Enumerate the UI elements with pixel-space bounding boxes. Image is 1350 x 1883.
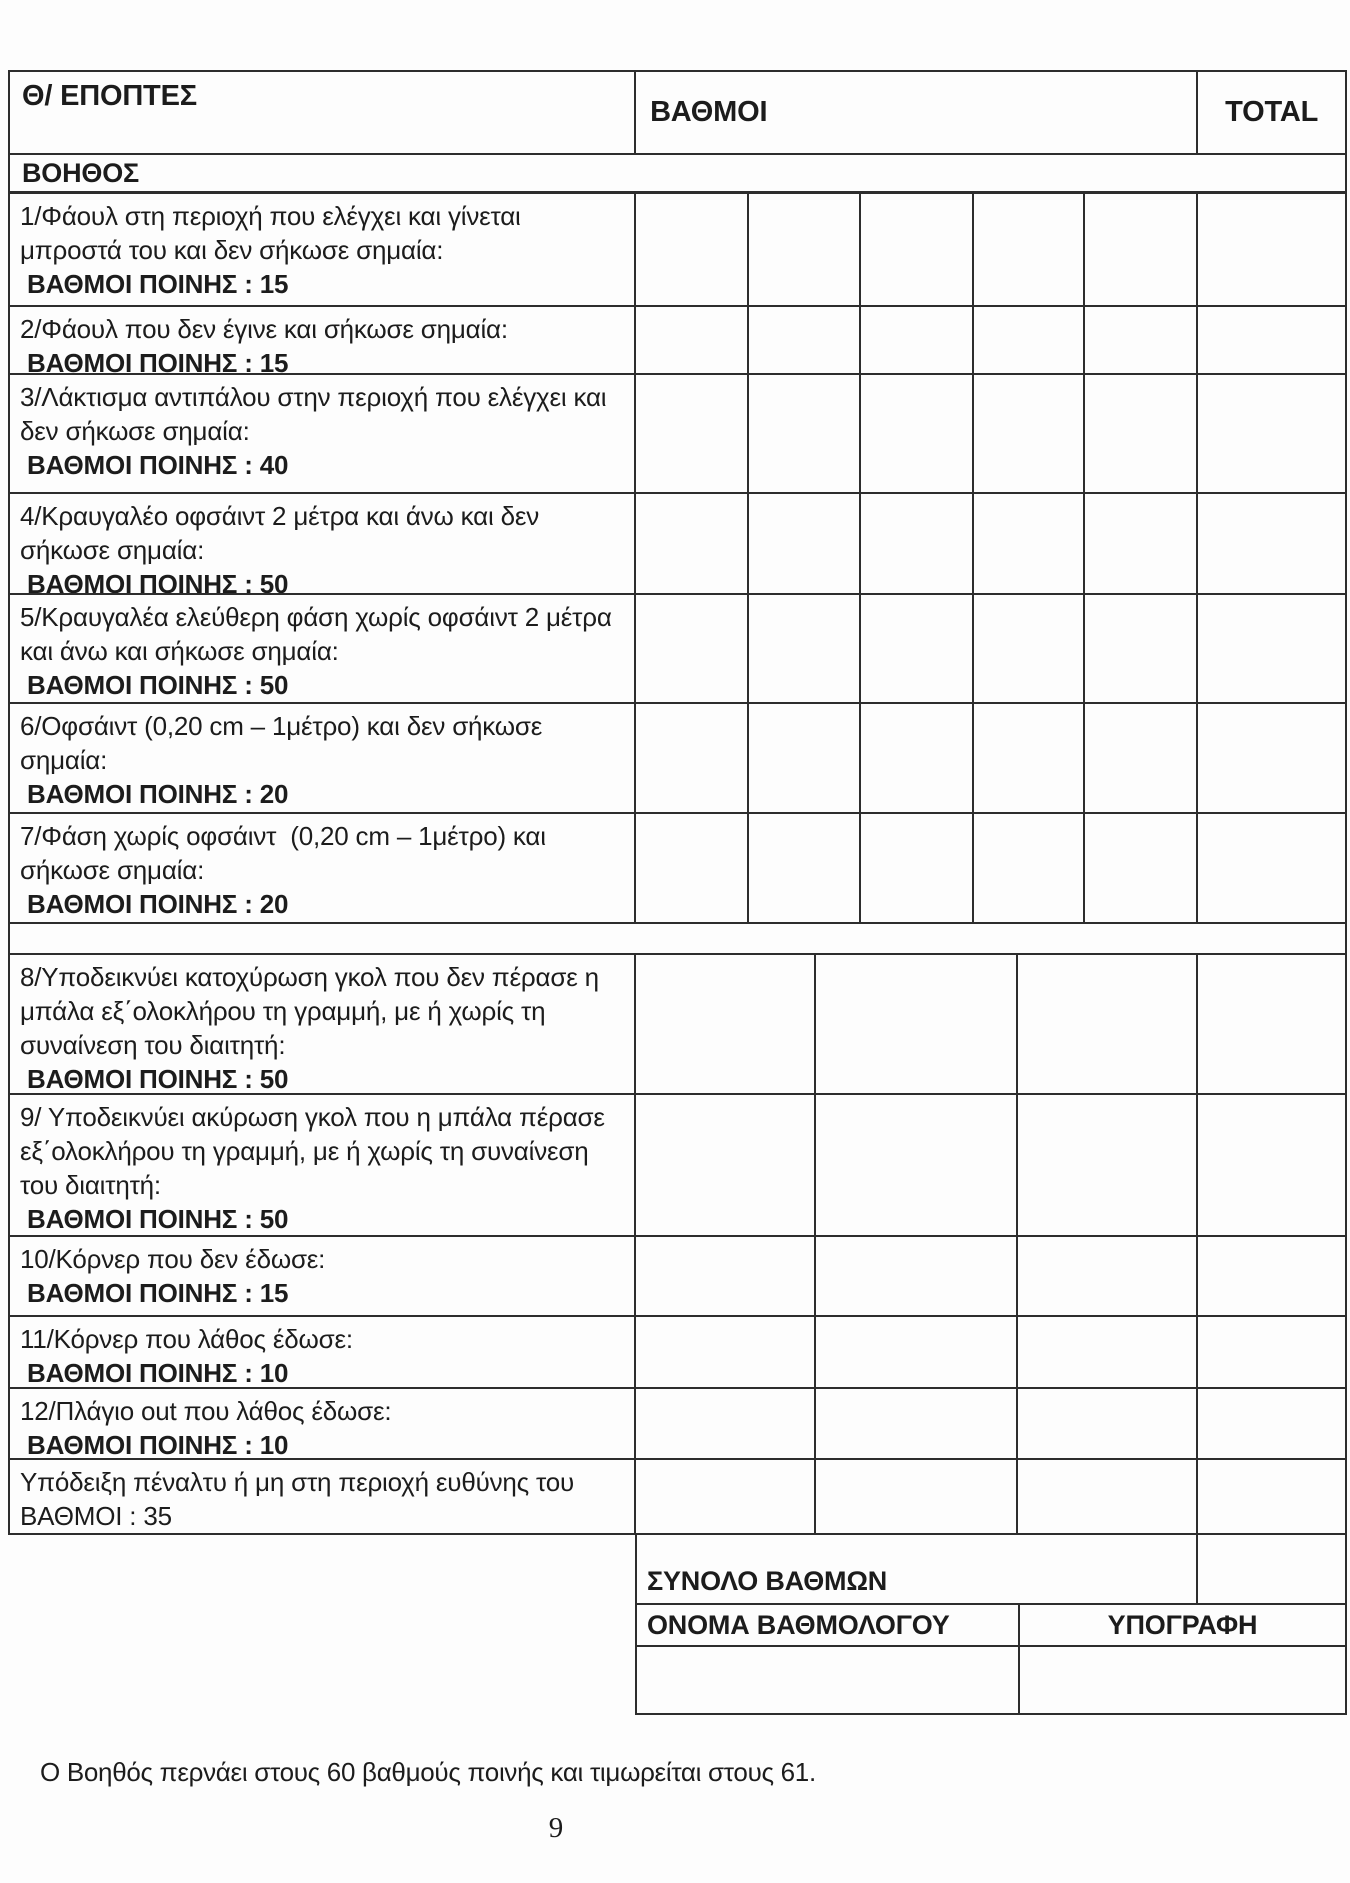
criterion-line: 9/ Υποδεικνύει ακύρωση γκολ που η μπάλα πέρασε: [20, 1102, 605, 1132]
total-cell[interactable]: [1198, 494, 1347, 595]
total-cell[interactable]: [1198, 1095, 1347, 1237]
penalty-points-label: ΒΑΘΜΟΙ ΠΟΙΝΗΣ : 15: [20, 269, 289, 299]
signature-label: ΥΠΟΓΡΑΦΗ: [1020, 1605, 1347, 1647]
penalty-points-label: ΒΑΘΜΟΙ ΠΟΙΝΗΣ : 10: [20, 1430, 289, 1460]
spacer-cell: [10, 924, 1347, 955]
score-cell[interactable]: [749, 194, 861, 307]
criterion-row: [8, 307, 1347, 375]
score-cell[interactable]: [636, 1095, 816, 1237]
criterion-text-cell: [10, 955, 636, 1095]
score-cell[interactable]: [1085, 494, 1198, 595]
penalty-points-label: ΒΑΘΜΟΙ ΠΟΙΝΗΣ : 50: [20, 569, 289, 595]
score-cell[interactable]: [636, 595, 749, 704]
scorer-name-label: ΟΝΟΜΑ ΒΑΘΜΟΛΟΓΟΥ: [637, 1605, 1020, 1647]
header-total-label: TOTAL: [1198, 72, 1347, 155]
score-cell[interactable]: [636, 1460, 816, 1535]
assistant-referee-score-table: [8, 70, 1347, 1715]
score-cell[interactable]: [636, 307, 749, 375]
score-cell[interactable]: [1085, 194, 1198, 307]
criterion-line: μπροστά του και δεν σήκωσε σημαία:: [20, 235, 444, 265]
penalty-points-label: ΒΑΘΜΟΙ ΠΟΙΝΗΣ : 10: [20, 1358, 289, 1388]
criterion-text-cell: [10, 1460, 636, 1535]
criterion-line: και άνω και σήκωσε σημαία:: [20, 636, 339, 666]
score-cell[interactable]: [636, 494, 749, 595]
criterion-text-cell: [10, 494, 636, 595]
score-cell[interactable]: [749, 307, 861, 375]
penalty-points-label: ΒΑΘΜΟΙ ΠΟΙΝΗΣ : 20: [20, 779, 289, 809]
penalty-points-label: ΒΑΘΜΟΙ ΠΟΙΝΗΣ : 50: [20, 670, 289, 700]
penalty-points-label: ΒΑΘΜΟΙ ΠΟΙΝΗΣ : 50: [20, 1204, 289, 1234]
penalty-points-label: ΒΑΘΜΟΙ ΠΟΙΝΗΣ : 20: [20, 889, 289, 919]
total-points-row: [635, 1535, 1347, 1605]
score-cell[interactable]: [861, 814, 974, 924]
score-cell[interactable]: [636, 814, 749, 924]
score-cell[interactable]: [636, 375, 749, 494]
total-cell[interactable]: [1198, 955, 1347, 1095]
criterion-line: 12/Πλάγιο out που λάθος έδωσε:: [20, 1396, 392, 1426]
criterion-line: συναίνεση του διαιτητή:: [20, 1030, 286, 1060]
total-cell[interactable]: [1198, 595, 1347, 704]
criterion-row: [8, 1317, 1347, 1389]
criterion-row: [8, 704, 1347, 814]
criterion-line: Υπόδειξη πέναλτυ ή μη στη περιοχή ευθύνης του: [20, 1467, 574, 1497]
penalty-points-label: ΒΑΘΜΟΙ ΠΟΙΝΗΣ : 15: [20, 1278, 289, 1308]
criterion-line: του διαιτητή:: [20, 1170, 161, 1200]
criterion-row: [8, 1389, 1347, 1460]
footnote: Ο Βοηθός περνάει στους 60 βαθμούς ποινής και τιμωρείται στους 61.: [40, 1757, 816, 1787]
penalty-points-label: ΒΑΘΜΟΙ ΠΟΙΝΗΣ : 15: [20, 348, 289, 375]
penalty-points-label: ΒΑΘΜΟΙ : 35: [20, 1501, 172, 1531]
score-cell[interactable]: [816, 955, 1018, 1095]
score-cell[interactable]: [636, 1237, 816, 1317]
criterion-text-cell: [10, 595, 636, 704]
criterion-row: [8, 955, 1347, 1095]
criterion-text-cell: [10, 307, 636, 375]
criterion-row: [8, 375, 1347, 494]
criterion-line: 4/Κραυγαλέο οφσάιντ 2 μέτρα και άνω και δεν: [20, 501, 540, 531]
header-points-label: ΒΑΘΜΟΙ: [636, 72, 1198, 155]
score-cell[interactable]: [1018, 1460, 1199, 1535]
spacer-row: [8, 924, 1347, 955]
total-points-value-cell[interactable]: [1198, 1535, 1347, 1605]
score-cell[interactable]: [1018, 955, 1199, 1095]
scorer-entry-row: [635, 1647, 1347, 1715]
total-cell[interactable]: [1198, 1317, 1347, 1389]
scorer-name-entry-cell[interactable]: [637, 1647, 1020, 1715]
score-cell[interactable]: [974, 375, 1086, 494]
score-cell[interactable]: [1085, 375, 1198, 494]
criterion-line: 11/Κόρνερ που λάθος έδωσε:: [20, 1324, 353, 1354]
score-cell[interactable]: [749, 375, 861, 494]
penalty-points-label: ΒΑΘΜΟΙ ΠΟΙΝΗΣ : 50: [20, 1064, 289, 1094]
criterion-line: 6/Οφσάιντ (0,20 cm – 1μέτρο) και δεν σήκωσε: [20, 711, 543, 741]
section-label: ΒΟΗΘΟΣ: [10, 155, 1347, 194]
criterion-row: [8, 1095, 1347, 1237]
score-cell[interactable]: [636, 955, 816, 1095]
criterion-line: 8/Υποδεικνύει κατοχύρωση γκολ που δεν πέρασε η: [20, 962, 599, 992]
header-title: Θ/ ΕΠΟΠΤΕΣ: [10, 72, 636, 155]
score-cell[interactable]: [861, 375, 974, 494]
score-cell[interactable]: [816, 1317, 1018, 1389]
score-cell[interactable]: [861, 307, 974, 375]
score-cell[interactable]: [1018, 1095, 1199, 1237]
score-cell[interactable]: [974, 194, 1086, 307]
score-cell[interactable]: [974, 595, 1086, 704]
total-cell[interactable]: [1198, 704, 1347, 814]
score-cell[interactable]: [861, 704, 974, 814]
scorer-header-row: [635, 1605, 1347, 1647]
score-cell[interactable]: [749, 595, 861, 704]
criterion-text-cell: [10, 1317, 636, 1389]
criterion-row: [8, 814, 1347, 924]
criterion-line: εξ΄ολοκλήρου τη γραμμή, με ή χωρίς τη συναίνεση: [20, 1136, 589, 1166]
criterion-line: σήκωσε σημαία:: [20, 855, 205, 885]
total-points-label: ΣΥΝΟΛΟ ΒΑΘΜΩΝ: [637, 1535, 1198, 1605]
score-cell[interactable]: [636, 1389, 816, 1460]
criterion-line: 5/Κραυγαλέα ελεύθερη φάση χωρίς οφσάιντ 2 μέτρα: [20, 602, 612, 632]
total-cell[interactable]: [1198, 375, 1347, 494]
criterion-row: [8, 494, 1347, 595]
total-cell[interactable]: [1198, 1237, 1347, 1317]
penalty-points-label: ΒΑΘΜΟΙ ΠΟΙΝΗΣ : 40: [20, 450, 289, 480]
score-cell[interactable]: [1018, 1317, 1199, 1389]
score-cell[interactable]: [816, 1460, 1018, 1535]
score-cell[interactable]: [816, 1389, 1018, 1460]
total-cell[interactable]: [1198, 1460, 1347, 1535]
criterion-text-cell: [10, 375, 636, 494]
criterion-text-cell: [10, 194, 636, 307]
criterion-row: [8, 1460, 1347, 1535]
page-number: 9: [548, 1812, 564, 1844]
criterion-line: σημαία:: [20, 745, 108, 775]
score-cell[interactable]: [1018, 1389, 1199, 1460]
score-cell[interactable]: [1085, 704, 1198, 814]
score-cell[interactable]: [636, 704, 749, 814]
score-cell[interactable]: [974, 704, 1086, 814]
score-cell[interactable]: [1085, 595, 1198, 704]
criterion-line: μπάλα εξ΄ολοκλήρου τη γραμμή, με ή χωρίς τη: [20, 996, 546, 1026]
criterion-line: δεν σήκωσε σημαία:: [20, 416, 250, 446]
score-cell[interactable]: [861, 494, 974, 595]
total-cell[interactable]: [1198, 307, 1347, 375]
criterion-text-cell: [10, 1389, 636, 1460]
score-cell[interactable]: [636, 194, 749, 307]
criterion-line: 10/Κόρνερ που δεν έδωσε:: [20, 1244, 326, 1274]
score-cell[interactable]: [749, 494, 861, 595]
criterion-line: 3/Λάκτισμα αντιπάλου στην περιοχή που ελέγχει και: [20, 382, 607, 412]
criteria-rows-container: [8, 194, 1347, 1535]
criterion-line: σήκωσε σημαία:: [20, 535, 205, 565]
criterion-row: [8, 1237, 1347, 1317]
signature-entry-cell[interactable]: [1020, 1647, 1347, 1715]
score-cell[interactable]: [816, 1237, 1018, 1317]
score-cell[interactable]: [1085, 814, 1198, 924]
criterion-text-cell: [10, 814, 636, 924]
total-cell[interactable]: [1198, 814, 1347, 924]
score-cell[interactable]: [974, 814, 1086, 924]
criterion-text-cell: [10, 704, 636, 814]
criterion-line: 1/Φάουλ στη περιοχή που ελέγχει και γίνεται: [20, 201, 521, 231]
score-cell[interactable]: [974, 307, 1086, 375]
total-cell[interactable]: [1198, 194, 1347, 307]
table-header-row: [8, 72, 1347, 155]
score-cell[interactable]: [749, 814, 861, 924]
criterion-text-cell: [10, 1237, 636, 1317]
criterion-row: [8, 194, 1347, 307]
score-cell[interactable]: [1085, 307, 1198, 375]
criterion-text-cell: [10, 1095, 636, 1237]
score-cell[interactable]: [636, 1317, 816, 1389]
criterion-line: 2/Φάουλ που δεν έγινε και σήκωσε σημαία:: [20, 314, 508, 344]
section-band-row: [8, 155, 1347, 194]
score-cell[interactable]: [861, 194, 974, 307]
criterion-line: 7/Φάση χωρίς οφσάιντ (0,20 cm – 1μέτρο) και: [20, 821, 546, 851]
criterion-row: [8, 595, 1347, 704]
total-cell[interactable]: [1198, 1389, 1347, 1460]
score-cell[interactable]: [861, 595, 974, 704]
score-cell[interactable]: [1018, 1237, 1199, 1317]
score-cell[interactable]: [816, 1095, 1018, 1237]
score-cell[interactable]: [974, 494, 1086, 595]
score-cell[interactable]: [749, 704, 861, 814]
